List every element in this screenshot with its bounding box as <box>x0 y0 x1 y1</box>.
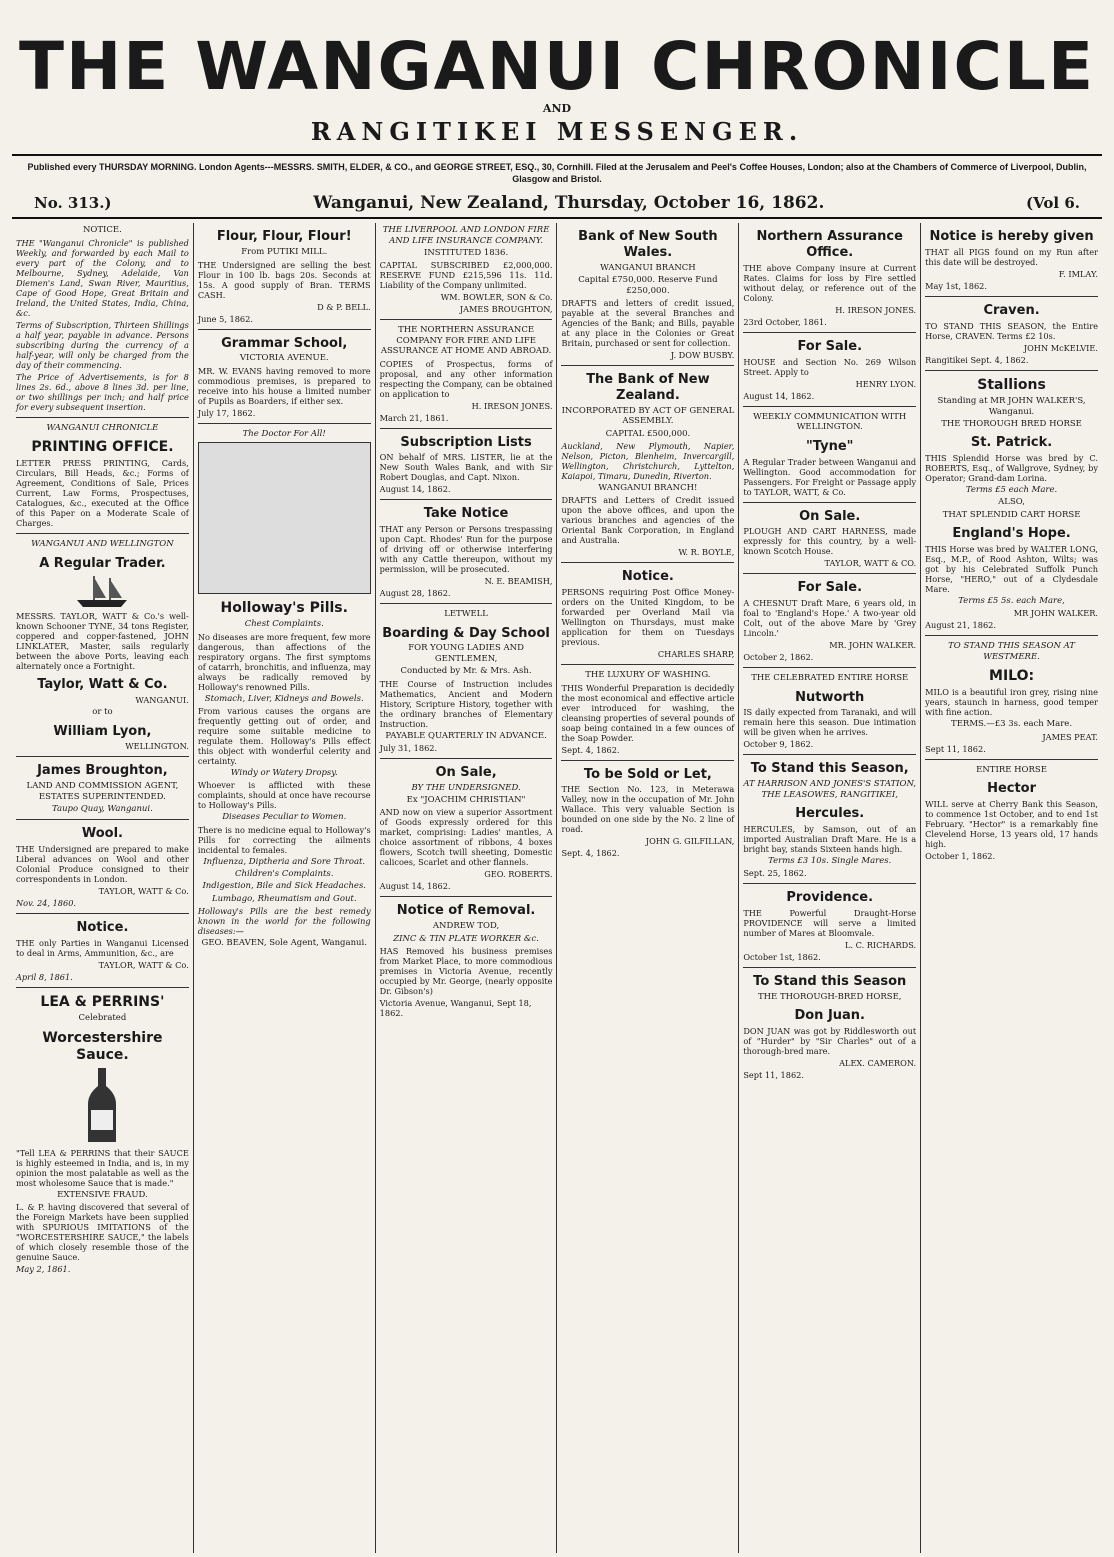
grammar-text: MR. W. EVANS having removed to more commodious premises, is prepared to receive into his house a limited number of Pupils as Boarders, if either sex. <box>197 365 371 406</box>
post-notice-heading: Notice. <box>621 569 674 585</box>
divider <box>16 819 189 820</box>
sold-heading: To be Sold or Let, <box>583 766 712 782</box>
publication-agents: Published every THURSDAY MORNING. London Agents---MESSRS. SMITH, ELDER, & CO., and GEORGE STREET, ESQ., 30, Cornhill. Filed at the Jerusalem and Peel's Coffee Houses, London; also at the Chambers of Commerce of Liverpool, Dublin, Glasgow and Bristol. <box>27 162 1087 184</box>
onsale-sub: BY THE UNDERSIGNED. <box>411 782 521 793</box>
craven-signature: JOHN McKELVIE. <box>1023 343 1098 354</box>
divider <box>16 987 189 988</box>
hercules-text: HERCULES, by Samson, out of an imported Australian Draft Mare. He is a bright bay, stands Sixteen hands high. <box>743 823 917 854</box>
post-notice-text: PERSONS requiring Post Office Money-orders on the United Kingdom, to be forwarded per Overland Mail via Wellington on Thursdays, must make application for them on Tuesdays previous. <box>561 587 735 648</box>
tyne-text: A Regular Trader between Wanganui and Wellington. Good accommodation for Passengers. For Freight or Passage apply to TAYLOR, WATT, & Co. <box>743 456 917 497</box>
nutworth-date: October 9, 1862. <box>743 739 814 750</box>
holloway-heading: Holloway's Pills. <box>220 600 348 617</box>
take-notice-signature: N. E. BEAMISH, <box>484 576 553 587</box>
taylor-heading: Taylor, Watt & Co. <box>37 677 168 693</box>
sauce-bottle-icon <box>82 1066 122 1146</box>
women-text: There is no medicine equal to Holloway's Pills for correcting the ailments incidental to females. <box>197 824 371 855</box>
divider <box>925 635 1098 636</box>
harness-heading: On Sale. <box>799 508 861 524</box>
lpool-heading: THE LIVERPOOL AND LONDON FIRE AND LIFE INSURANCE COMPANY. <box>382 225 550 246</box>
luxury-heading: THE LUXURY OF WASHING. <box>585 670 711 681</box>
divider <box>743 967 916 968</box>
subscription-terms: Terms of Subscription, Thirteen Shillings a half year, payable in advance. Persons subscribing during the currency of a half-year, will only be charged from the day of their commencing. <box>16 319 189 370</box>
trader-heading: A Regular Trader. <box>39 555 166 571</box>
notice-text: THE "Wanganui Chronicle" is published Weekly, and forwarded by each Mail to every part of the Colony, and to Melbourne, Sydney, Adelaide, Van Diemen's Land, Swan River, Mauritius, Cape of Good Hope, Great Britain and Ireland, the United States, India, China, &c. <box>16 237 189 318</box>
divider <box>380 428 553 429</box>
onsale-date: August 14, 1862. <box>379 881 451 892</box>
removal-date: Victoria Avenue, Wanganui, Sept 18, 1862. <box>379 998 532 1019</box>
removal-text: HAS Removed his business premises from Market Place, to more commodious premises in Victoria Avenue, recently occupied by Mr. George, (nearly opposite Dr. Gibson's) <box>379 946 553 997</box>
craven-date: Rangitikei Sept. 4, 1862. <box>925 355 1029 366</box>
forsale-text: HOUSE and Section No. 269 Wilson Street. Apply to <box>743 356 917 377</box>
milo-signature: JAMES PEAT. <box>1042 731 1098 742</box>
hope-signature: MR JOHN WALKER. <box>1013 608 1098 619</box>
flour-text: THE Undersigned are selling the best Flour in 100 lb. bags 20s. Seconds at 15s. A good supply of Bran. TERMS CASH. <box>197 259 371 300</box>
influenza-heading: Influenza, Diptheria and Sore Throat. <box>203 856 366 867</box>
grammar-heading: Grammar School, <box>221 335 348 351</box>
don-date: Sept 11, 1862. <box>743 1070 804 1081</box>
patrick-text: THIS Splendid Horse was bred by C. ROBERTS, Esq., of Wallgrove, Sydney, by Operator; Grand-dam Lorina. <box>925 453 1098 484</box>
masthead <box>0 28 1114 146</box>
lea-text: "Tell LEA & PERRINS that their SAUCE is highly esteemed in India, and is, in my opinion the most palatable as well as the most wholesome Sauce that is made." <box>16 1147 189 1188</box>
don-heading: To Stand this Season <box>753 974 907 990</box>
lea-heading: LEA & PERRINS' <box>40 994 165 1011</box>
providence-date: October 1st, 1862. <box>743 952 821 963</box>
assurance-signature: H. IRESON JONES. <box>835 305 917 316</box>
divider <box>925 296 1098 297</box>
bnz-heading: The Bank of New Zealand. <box>586 372 710 404</box>
bnz-signature: W. R. BOYLE, <box>678 547 735 558</box>
wool-heading: Wool. <box>81 826 123 842</box>
providence-heading: Providence. <box>786 890 874 906</box>
divider <box>743 502 916 503</box>
or-to: or to <box>92 707 113 718</box>
issue-volume: (Vol 6. <box>1026 194 1080 213</box>
divider <box>561 562 734 563</box>
craven-heading: Craven. <box>983 303 1040 319</box>
weekly-kicker: WEEKLY COMMUNICATION WITH WELLINGTON. <box>753 411 907 433</box>
masthead-and: AND <box>542 102 572 115</box>
hope-date: August 21, 1862. <box>925 620 996 631</box>
grammar-sub: VICTORIA AVENUE. <box>239 353 329 364</box>
lyon-heading: William Lyon, <box>53 723 152 739</box>
broughton-sub: LAND AND COMMISSION AGENT, ESTATES SUPERINTENDED. <box>26 781 179 802</box>
boarding-date: July 31, 1862. <box>379 742 438 753</box>
also: ALSO, <box>998 497 1025 508</box>
bnsw-branch: WANGANUI BRANCH <box>600 263 696 274</box>
patrick-heading: St. Patrick. <box>970 435 1053 451</box>
column-6 <box>921 223 1102 1553</box>
providence-text: THE Powerful Draught-Horse PROVIDENCE will serve a limited number of Mares at Bloomvale. <box>743 908 917 939</box>
hector-heading: Hector <box>987 780 1037 796</box>
take-notice-heading: Take Notice <box>423 506 509 522</box>
lyon-place: WELLINGTON. <box>125 741 189 752</box>
lpool-inst: INSTITUTED 1836. <box>423 248 509 259</box>
taylor-place: WANGANUI. <box>135 695 189 706</box>
trader-text: MESSRS. TAYLOR, WATT & Co.'s well-known Schooner TYNE, 34 tons Register, coppered and copper-fastened, JOHN LINKLATER, Master, sails regularly between the above Ports, leaving each alternately once a Fortnight. <box>16 611 189 672</box>
tyne-heading: "Tyne" <box>806 438 854 454</box>
divider <box>743 573 916 574</box>
pigs-heading: Notice is hereby given <box>929 229 1094 245</box>
broughton-place: Taupo Quay, Wanganui. <box>52 804 153 815</box>
providence-signature: L. C. RICHARDS. <box>844 940 917 951</box>
issue-number: No. 313.) <box>34 194 112 213</box>
divider <box>16 913 189 914</box>
forsale-heading: For Sale. <box>797 339 863 355</box>
notice2-signature: TAYLOR, WATT & Co. <box>98 960 189 971</box>
fraud-text: L. & P. having discovered that several of the Foreign Markets have been supplied with SPURIOUS IMITATIONS of the "WORCESTERSHIRE SAUCE," the labels of which closely resemble those of the genuine Sauce. <box>16 1202 189 1263</box>
milo-terms: TERMS.—£3 3s. each Mare. <box>951 719 1073 730</box>
post-notice-signature: CHARLES SHARP, <box>657 649 735 660</box>
divider <box>743 754 916 755</box>
sold-signature: JOHN G. GILFILLAN, <box>645 836 735 847</box>
don-name: Don Juan. <box>794 1008 865 1024</box>
divider <box>380 319 553 320</box>
luxury-date: Sept. 4, 1862. <box>561 744 620 755</box>
engraving-illustration <box>198 442 371 594</box>
pigs-text: THAT all PIGS found on my Run after this date will be destroyed. <box>925 247 1098 268</box>
notice-heading: NOTICE. <box>82 225 122 236</box>
milo-kicker: TO STAND THIS SEASON AT WESTMERE. <box>948 641 1075 662</box>
hope-terms: Terms £5 5s. each Mare, <box>958 596 1065 607</box>
assurance-text: THE above Company insure at Current Rates. Claims for loss by Fire settled without delay, or reference out of the Colony. <box>743 263 917 304</box>
divider <box>743 406 916 407</box>
boarding-text: THE Course of Instruction includes Mathematics, Ancient and Modern History, Scripture History, together with the ordinary branches of Elementary Instruction. <box>379 678 553 729</box>
divider <box>16 533 189 534</box>
harness-signature: TAYLOR, WATT & CO. <box>824 558 917 569</box>
divider <box>743 883 916 884</box>
divider <box>561 365 734 366</box>
hercules-terms: Terms £3 10s. Single Mares. <box>768 855 892 866</box>
boarding-heading: Boarding & Day School <box>382 625 550 641</box>
stallions-heading: Stallions <box>977 377 1046 394</box>
mare-date: October 2, 1862. <box>743 652 814 663</box>
subs-text: ON behalf of MRS. LISTER, lie at the New South Wales Bank, and with Sir Robert Douglas, and Capt. Nixon. <box>379 452 553 483</box>
holloway-agent: GEO. BEAVEN, Sole Agent, Wanganui. <box>201 938 367 949</box>
doctor-caption: The Doctor For All! <box>242 428 326 439</box>
printing-heading: PRINTING OFFICE. <box>31 439 174 456</box>
hope-kicker: THAT SPLENDID CART HORSE <box>942 509 1081 520</box>
hope-text: THIS Horse was bred by WALTER LONG, Esq., M.P., of Rood Ashton, Wilts; was got by his Celebrated Suffolk Punch Horse, "HERO," out of a Clydesdale Mare. <box>925 544 1098 595</box>
divider <box>198 329 371 330</box>
pigs-date: May 1st, 1862. <box>925 281 987 292</box>
don-signature: ALEX. CAMERON. <box>839 1058 917 1069</box>
removal-heading: Notice of Removal. <box>396 903 536 919</box>
divider <box>561 664 734 665</box>
bnz-places: Auckland, New Plymouth, Napier, Nelson, Picton, Blenheim, Invercargill, Wellington, Christchurch, Lyttelton, Kaiapoi, Timaru, Dunedin, Riverton. <box>561 440 735 481</box>
assurance-date: 23rd October, 1861. <box>743 317 827 328</box>
divider <box>198 423 371 424</box>
patrick-kicker: THE THOROUGH BRED HORSE <box>941 418 1082 429</box>
take-notice-text: THAT any Person or Persons trespassing upon Capt. Rhodes' Run for the purpose of driving off or otherwise interfering with any Cattle thereupon, without my permission, will be prosecuted. <box>379 524 553 575</box>
printing-kicker: WANGANUI CHRONICLE <box>46 422 159 433</box>
hector-date: October 1, 1862. <box>925 850 996 861</box>
children-heading: Children's Complaints. <box>235 869 334 880</box>
don-sub: THE THOROUGH-BRED HORSE, <box>757 991 902 1002</box>
subs-date: August 14, 1862. <box>379 484 451 495</box>
divider <box>380 758 553 759</box>
bnsw-capital: Capital £750,000. Reserve Fund £250,000. <box>578 275 718 296</box>
lea-date: May 2, 1861. <box>16 1264 71 1275</box>
bnz-branch: WANGANUI BRANCH! <box>598 482 698 493</box>
column-3 <box>376 223 558 1553</box>
chest-text: No diseases are more frequent, few more dangerous, than affections of the respiratory organs. The first symptoms of catarrh, bronchitis, and influenza, may always be radically removed by Holloway's renowned Pills. <box>197 631 371 692</box>
nutworth-text: IS daily expected from Taranaki, and will remain here this season. Due intimation will be given when he arrives. <box>743 707 917 738</box>
dateline-bar <box>12 185 1102 219</box>
milo-date: Sept 11, 1862. <box>925 743 986 754</box>
wool-date: Nov. 24, 1860. <box>16 898 77 909</box>
divider <box>380 603 553 604</box>
lpool-text: CAPITAL SUBSCRIBED £2,000,000. RESERVE FUND £215,596 11s. 11d. Liability of the Company unlimited. <box>379 260 553 291</box>
column-5 <box>739 223 921 1553</box>
bnsw-heading: Bank of New South Wales. <box>578 229 718 261</box>
flour-sub: From PUTIKI MILL. <box>241 247 328 258</box>
notice2-heading: Notice. <box>76 920 129 936</box>
luxury-text: THIS Wonderful Preparation is decidedly the most economical and effective article ever introduced for washing, the cleansing properties of several pounds of soap being contained in a few ounces of the Soap Powder. <box>561 682 735 743</box>
divider <box>561 760 734 761</box>
boarding-sub: FOR YOUNG LADIES AND GENTLEMEN, <box>408 643 524 664</box>
lea-sub: Celebrated <box>78 1013 127 1024</box>
indigestion-heading: Indigestion, Bile and Sick Headaches. <box>202 881 367 892</box>
newspaper-title: THE WANGANUI CHRONICLE <box>18 28 1096 105</box>
lpool-signature-2: JAMES BROUGHTON, <box>459 304 553 315</box>
harness-text: PLOUGH AND CART HARNESS, made expressly for this country, by a well-known Scotch House. <box>743 526 917 557</box>
divider <box>380 499 553 500</box>
onsale-text: AND now on view a superior Assortment of Goods expressly ordered for this market, comprising: Ladies' mantles, A choice assortment of ribbons, 4 boxes flowers, Scotch twill sheeting, Domestic calicoes, Scarlet and other flannels. <box>379 807 553 868</box>
bnz-sub: INCORPORATED BY ACT OF GENERAL ASSEMBLY. <box>561 405 735 427</box>
nutworth-heading: Nutworth <box>795 689 865 705</box>
nutworth-kicker: THE CELEBRATED ENTIRE HORSE <box>751 673 909 684</box>
mare-signature: MR. JOHN WALKER. <box>829 640 917 651</box>
divider <box>16 417 189 418</box>
hope-heading: England's Hope. <box>952 526 1071 542</box>
windy-text: Whoever is afflicted with these complaints, should at once have recourse to Holloway's Pills. <box>197 780 371 811</box>
printing-text: LETTER PRESS PRINTING, Cards, Circulars, Bill Heads, &c.; Forms of Agreement, Conditions of Sale, Prices Current, Law Forms, Prospectuses, Catalogues, &c., executed at the Office of this Paper on a Moderate Scale of Charges. <box>16 458 189 529</box>
wool-signature: TAYLOR, WATT & Co. <box>98 886 189 897</box>
divider <box>925 370 1098 371</box>
assurance-heading: Northern Assurance Office. <box>756 229 903 261</box>
northern-heading: THE NORTHERN ASSURANCE COMPANY FOR FIRE AND LIFE ASSURANCE AT HOME AND ABROAD. <box>380 325 552 357</box>
lumbago-heading: Lumbago, Rheumatism and Gout. <box>211 893 357 904</box>
stand-heading: To Stand this Season, <box>750 761 909 777</box>
pigs-signature: F. IMLAY. <box>1058 269 1098 280</box>
stomach-heading: Stomach, Liver, Kidneys and Bowels. <box>204 693 364 704</box>
take-notice-date: August 28, 1862. <box>379 588 451 599</box>
bnz-capital: CAPITAL £500,000. <box>605 428 691 439</box>
divider <box>16 756 189 757</box>
divider <box>380 896 553 897</box>
divider <box>925 759 1098 760</box>
divider <box>743 332 916 333</box>
stallions-sub: Standing at MR JOHN WALKER'S, Wanganui. <box>937 396 1086 417</box>
sold-date: Sept. 4, 1862. <box>561 848 620 859</box>
letwell: LETWELL <box>444 609 488 620</box>
grammar-date: July 17, 1862. <box>197 407 256 418</box>
onsale-signature: GEO. ROBERTS. <box>484 869 553 880</box>
don-text: DON JUAN was got by Riddlesworth out of "Hurder" by "Sir Charles" out of a thorough-bred mare. <box>743 1026 917 1057</box>
bnsw-signature: J. DOW BUSBY. <box>670 350 735 361</box>
column-1 <box>12 223 194 1553</box>
bnz-text: DRAFTS and Letters of Credit issued upon the above offices, and upon the various branches and agencies of the Oriental Bank Corporation, in England and Australia. <box>561 495 735 546</box>
hercules-date: Sept. 25, 1862. <box>743 868 807 879</box>
broughton-heading: James Broughton, <box>37 763 168 779</box>
remedy-text: Holloway's Pills are the best remedy known in the world for the following diseases:— <box>197 906 371 937</box>
notice2-date: April 8, 1861. <box>16 972 73 983</box>
fraud-heading: EXTENSIVE FRAUD. <box>57 1189 148 1200</box>
northern-date: March 21, 1861. <box>379 412 449 423</box>
sold-text: THE Section No. 123, in Meterawa Valley, now in the occupation of Mr. John Wallace. This very valuable Section is bounded on one side by the No. 2 line of road. <box>561 784 735 835</box>
trader-kicker: WANGANUI AND WELLINGTON <box>31 539 174 550</box>
divider <box>743 667 916 668</box>
boarding-terms: PAYABLE QUARTERLY IN ADVANCE. <box>385 730 547 741</box>
forsale-date: August 14, 1862. <box>743 390 815 401</box>
flour-heading: Flour, Flour, Flour! <box>216 229 352 245</box>
mare-text: A CHESNUT Draft Mare, 6 years old, in foal to 'England's Hope.' A two-year old Colt, out of the above Mare by 'Grey Lincoln.' <box>743 598 917 639</box>
hercules-heading: Hercules. <box>795 806 865 822</box>
removal-trade: ZINC & TIN PLATE WORKER &c. <box>393 933 539 944</box>
subs-heading: Subscription Lists <box>400 434 532 450</box>
bnsw-text: DRAFTS and letters of credit issued, payable at the several Branches and Agencies of the Bank; and Bills, payable at any place in the Colonies or Great Britain, purchased or sent for collection. <box>561 298 735 349</box>
column-2 <box>194 223 376 1553</box>
women-heading: Diseases Peculiar to Women. <box>222 812 347 823</box>
issue-date: Wanganui, New Zealand, Thursday, October 16, 1862. <box>313 193 825 214</box>
lea-heading-2: Worcestershire Sauce. <box>42 1029 163 1063</box>
wool-text: THE Undersigned are prepared to make Liberal advances on Wool and other Colonial Produce consigned to their correspondents in London. <box>16 844 189 885</box>
advert-prices: The Price of Advertisements, is for 8 lines 2s. 6d., above 8 lines 3d. per line, or two shillings per inch; and half price for every subsequent insertion. <box>16 371 189 412</box>
northern-text: COPIES of Prospectus, forms of proposal, and any other information respecting the Company, can be obtained on application to <box>379 358 553 399</box>
columns <box>0 219 1114 1553</box>
notice2-text: THE only Parties in Wanganui Licensed to deal in Arms, Ammunition, &c., are <box>16 938 189 959</box>
column-4 <box>557 223 739 1553</box>
milo-text: MILO is a beautiful iron grey, rising nine years, staunch in harness, good temper with fine action. <box>925 687 1098 718</box>
flour-date: June 5, 1862. <box>197 313 253 324</box>
ship-icon <box>72 573 132 609</box>
forsale-signature: HENRY LYON. <box>855 378 917 389</box>
stand-sub: AT HARRISON AND JONES'S STATION, THE LEASOWES, RANGITIKEI, <box>743 779 917 800</box>
onsale-heading: On Sale, <box>435 764 497 780</box>
stomach-text: From various causes the organs are frequently getting out of order, and require some suitable medicine to regulate them. Holloway's Pills effect this object with wonderful celerity and certainty. <box>197 705 371 766</box>
windy-heading: Windy or Watery Dropsy. <box>230 767 338 778</box>
removal-name: ANDREW TOD, <box>432 921 500 932</box>
flour-signature: D & P. BELL. <box>317 301 371 312</box>
onsale-ship: Ex "JOACHIM CHRISTIAN" <box>406 795 526 806</box>
boarding-by: Conducted by Mr. & Mrs. Ash. <box>400 666 532 677</box>
craven-text: TO STAND THIS SEASON, the Entire Horse, CRAVEN. Terms £2 10s. <box>925 321 1098 342</box>
patrick-terms: Terms £5 each Mare. <box>965 485 1058 496</box>
chest-heading: Chest Complaints. <box>244 619 324 630</box>
hector-kicker: ENTIRE HORSE <box>976 764 1047 775</box>
hector-text: WILL serve at Cherry Bank this Season, to commence 1st October, and to end 1st February. "Hector" is a remarkably fine Clevelend Horse, 13 years old, 17 hands high. <box>925 798 1098 849</box>
northern-signature: H. IRESON JONES. <box>471 400 553 411</box>
lpool-signature: WM. BOWLER, SON & Co. <box>440 292 553 303</box>
newspaper-subtitle: RANGITIKEI MESSENGER. <box>310 117 804 146</box>
milo-heading: MILO: <box>989 668 1035 685</box>
mare-heading: For Sale. <box>797 580 863 596</box>
